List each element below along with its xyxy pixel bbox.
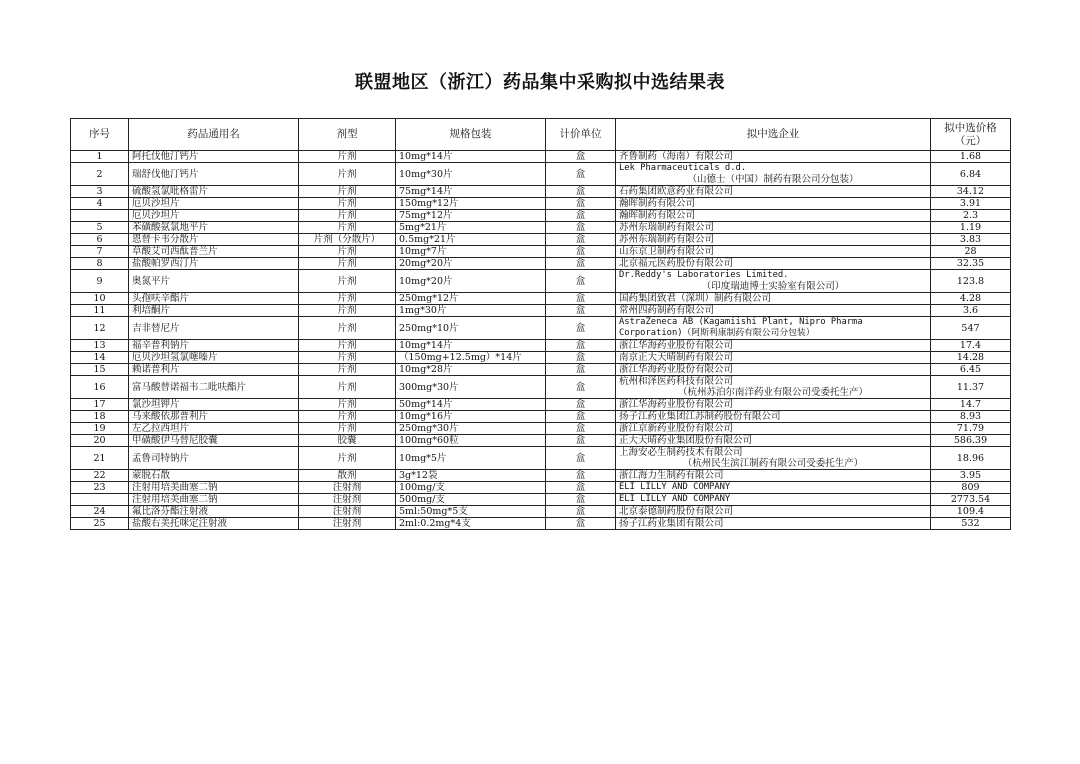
company-line: 浙江京新药业股份有限公司 (619, 423, 734, 434)
cell-no (71, 494, 129, 506)
cell-name: 厄贝沙坦氢氯噻嗪片 (129, 352, 299, 364)
table-body (71, 151, 1011, 530)
cell-no: 19 (71, 423, 129, 435)
cell-price: 28 (931, 246, 1011, 258)
company-line: （杭州苏泊尔南洋药业有限公司受委托生产） (677, 387, 868, 398)
cell-price: 34.12 (931, 186, 1011, 198)
cell-no: 15 (71, 364, 129, 376)
table-row (71, 234, 1011, 246)
cell-spec: 10mg*30片 (396, 163, 546, 186)
cell-spec: 10mg*20片 (396, 270, 546, 293)
cell-unit: 盒 (546, 447, 616, 470)
cell-name: 左乙拉西坦片 (129, 423, 299, 435)
cell-company (616, 198, 931, 210)
cell-price: 14.7 (931, 399, 1011, 411)
cell-form: 片剂 (299, 376, 396, 399)
cell-spec: 250mg*10片 (396, 317, 546, 340)
cell-name: 阿托伐他汀钙片 (129, 151, 299, 163)
cell-no: 7 (71, 246, 129, 258)
cell-name: 厄贝沙坦片 (129, 198, 299, 210)
cell-form: 片剂 (299, 246, 396, 258)
company-line: 瀚晖制药有限公司 (619, 210, 696, 221)
cell-price: 586.39 (931, 435, 1011, 447)
cell-unit: 盒 (546, 258, 616, 270)
cell-unit: 盒 (546, 222, 616, 234)
cell-price: 109.4 (931, 506, 1011, 518)
cell-form: 片剂 (299, 411, 396, 423)
cell-unit: 盒 (546, 246, 616, 258)
cell-spec: 10mg*7片 (396, 246, 546, 258)
cell-form: 散剂 (299, 470, 396, 482)
cell-company (616, 399, 931, 411)
cell-form: 片剂 (299, 163, 396, 186)
table-row (71, 151, 1011, 163)
header-form: 剂型 (299, 119, 396, 151)
header-spec: 规格包装 (396, 119, 546, 151)
cell-name: 孟鲁司特钠片 (129, 447, 299, 470)
cell-form: 注射剂 (299, 494, 396, 506)
cell-price: 71.79 (931, 423, 1011, 435)
cell-spec: 5mg*21片 (396, 222, 546, 234)
cell-form: 注射剂 (299, 506, 396, 518)
cell-name: 盐酸右美托咪定注射液 (129, 518, 299, 530)
table-row (71, 364, 1011, 376)
table-row (71, 163, 1011, 186)
cell-no: 3 (71, 186, 129, 198)
table-row (71, 340, 1011, 352)
header-unit: 计价单位 (546, 119, 616, 151)
cell-no: 14 (71, 352, 129, 364)
table-row (71, 399, 1011, 411)
table-row (71, 506, 1011, 518)
table-row (71, 518, 1011, 530)
cell-price: 2.3 (931, 210, 1011, 222)
cell-spec: 250mg*12片 (396, 293, 546, 305)
cell-price: 8.93 (931, 411, 1011, 423)
company-line: 浙江华海药业股份有限公司 (619, 399, 734, 410)
cell-spec: 2ml:0.2mg*4支 (396, 518, 546, 530)
company-line: 杭州和泽医药科技有限公司 (619, 376, 734, 387)
cell-form: 片剂 (299, 447, 396, 470)
company-line: 常州四药制药有限公司 (619, 305, 715, 316)
page-title: 联盟地区（浙江）药品集中采购拟中选结果表 (355, 72, 725, 93)
cell-unit: 盒 (546, 186, 616, 198)
table-row (71, 246, 1011, 258)
cell-no: 10 (71, 293, 129, 305)
cell-spec: 10mg*14片 (396, 151, 546, 163)
cell-unit: 盒 (546, 198, 616, 210)
cell-name: 利培酮片 (129, 305, 299, 317)
cell-unit: 盒 (546, 435, 616, 447)
cell-company (616, 423, 931, 435)
cell-unit: 盒 (546, 376, 616, 399)
company-line: 正大天晴药业集团股份有限公司 (619, 435, 753, 446)
cell-form: 片剂（分散片） (299, 234, 396, 246)
table-row (71, 482, 1011, 494)
cell-unit: 盒 (546, 518, 616, 530)
cell-price: 18.96 (931, 447, 1011, 470)
cell-no: 25 (71, 518, 129, 530)
cell-spec: 500mg/支 (396, 494, 546, 506)
cell-no: 9 (71, 270, 129, 293)
company-line: 国药集团致君（深圳）制药有限公司 (619, 293, 772, 304)
company-line: 浙江华海药业股份有限公司 (619, 340, 734, 351)
company-line: Lek Pharmaceuticals d.d. (619, 163, 747, 173)
cell-price: 14.28 (931, 352, 1011, 364)
company-line: （杭州民生滨江制药有限公司受委托生产） (682, 458, 864, 469)
cell-company (616, 317, 931, 340)
cell-form: 片剂 (299, 352, 396, 364)
table-row (71, 352, 1011, 364)
cell-spec: 20mg*20片 (396, 258, 546, 270)
table-row (71, 423, 1011, 435)
cell-no: 18 (71, 411, 129, 423)
cell-no: 24 (71, 506, 129, 518)
cell-company (616, 246, 931, 258)
cell-company (616, 482, 931, 494)
table-row (71, 376, 1011, 399)
cell-unit: 盒 (546, 210, 616, 222)
company-line: 浙江海力生制药有限公司 (619, 470, 724, 481)
cell-name: 头孢呋辛酯片 (129, 293, 299, 305)
company-line: ELI LILLY AND COMPANY (619, 494, 731, 504)
cell-name: 蒙脱石散 (129, 470, 299, 482)
cell-spec: 250mg*30片 (396, 423, 546, 435)
table-row (71, 210, 1011, 222)
table-row (71, 258, 1011, 270)
cell-name: 厄贝沙坦片 (129, 210, 299, 222)
cell-name: 瑞舒伐他汀钙片 (129, 163, 299, 186)
cell-company (616, 340, 931, 352)
cell-spec: 300mg*30片 (396, 376, 546, 399)
cell-unit: 盒 (546, 293, 616, 305)
cell-price: 809 (931, 482, 1011, 494)
cell-no: 8 (71, 258, 129, 270)
cell-unit: 盒 (546, 340, 616, 352)
cell-price: 1.19 (931, 222, 1011, 234)
company-line: 扬子江药业集团有限公司 (619, 518, 724, 529)
cell-no: 5 (71, 222, 129, 234)
cell-form: 片剂 (299, 317, 396, 340)
cell-company (616, 293, 931, 305)
cell-no: 1 (71, 151, 129, 163)
table-row (71, 411, 1011, 423)
cell-spec: 3g*12袋 (396, 470, 546, 482)
table-row (71, 494, 1011, 506)
company-line: Dr.Reddy's Laboratories Limited. (619, 270, 789, 280)
cell-no: 17 (71, 399, 129, 411)
cell-spec: 75mg*12片 (396, 210, 546, 222)
cell-company (616, 364, 931, 376)
cell-name: 注射用培美曲塞二钠 (129, 494, 299, 506)
cell-form: 胶囊 (299, 435, 396, 447)
cell-spec: 100mg/支 (396, 482, 546, 494)
cell-company (616, 411, 931, 423)
cell-price: 532 (931, 518, 1011, 530)
table-row (71, 470, 1011, 482)
cell-price: 6.45 (931, 364, 1011, 376)
cell-name: 富马酸替诺福韦二吡呋酯片 (129, 376, 299, 399)
company-line: （印度瑞迪博士实验室有限公司） (701, 281, 845, 292)
cell-name: 硫酸氢氯吡格雷片 (129, 186, 299, 198)
cell-unit: 盒 (546, 317, 616, 340)
table-row (71, 293, 1011, 305)
table-row (71, 186, 1011, 198)
cell-unit: 盒 (546, 305, 616, 317)
cell-form: 注射剂 (299, 518, 396, 530)
cell-company (616, 210, 931, 222)
cell-spec: 10mg*16片 (396, 411, 546, 423)
cell-form: 片剂 (299, 340, 396, 352)
cell-company (616, 435, 931, 447)
company-line: 瀚晖制药有限公司 (619, 198, 696, 209)
cell-no: 11 (71, 305, 129, 317)
cell-unit: 盒 (546, 151, 616, 163)
company-line: 上海安必生制药技术有限公司 (619, 447, 743, 458)
cell-price: 1.68 (931, 151, 1011, 163)
cell-unit: 盒 (546, 411, 616, 423)
table-row (71, 305, 1011, 317)
cell-price: 6.84 (931, 163, 1011, 186)
cell-name: 氯沙坦钾片 (129, 399, 299, 411)
table-row (71, 198, 1011, 210)
cell-price: 3.83 (931, 234, 1011, 246)
cell-company (616, 376, 931, 399)
cell-price: 32.35 (931, 258, 1011, 270)
cell-company (616, 186, 931, 198)
cell-form: 片剂 (299, 305, 396, 317)
cell-spec: 100mg*60粒 (396, 435, 546, 447)
company-line: 北京泰德制药股份有限公司 (619, 506, 734, 517)
cell-spec: 5ml:50mg*5支 (396, 506, 546, 518)
cell-spec: 0.5mg*21片 (396, 234, 546, 246)
cell-spec: 150mg*12片 (396, 198, 546, 210)
header-name: 药品通用名 (129, 119, 299, 151)
cell-company (616, 270, 931, 293)
cell-name: 恩替卡韦分散片 (129, 234, 299, 246)
cell-company (616, 518, 931, 530)
cell-form: 片剂 (299, 258, 396, 270)
table-row (71, 270, 1011, 293)
cell-name: 草酸艾司西酞普兰片 (129, 246, 299, 258)
cell-company (616, 470, 931, 482)
cell-no: 2 (71, 163, 129, 186)
company-line: 北京福元医药股份有限公司 (619, 258, 734, 269)
cell-form: 片剂 (299, 186, 396, 198)
cell-company (616, 305, 931, 317)
cell-company (616, 494, 931, 506)
cell-price: 11.37 (931, 376, 1011, 399)
cell-company (616, 506, 931, 518)
cell-name: 马来酸依那普利片 (129, 411, 299, 423)
cell-name: 奥氮平片 (129, 270, 299, 293)
company-line: 苏州东瑞制药有限公司 (619, 222, 715, 233)
cell-form: 片剂 (299, 293, 396, 305)
cell-company (616, 151, 931, 163)
cell-unit: 盒 (546, 494, 616, 506)
cell-name: 甲磺酸伊马替尼胶囊 (129, 435, 299, 447)
cell-company (616, 447, 931, 470)
cell-price: 2773.54 (931, 494, 1011, 506)
cell-form: 片剂 (299, 222, 396, 234)
company-line: 扬子江药业集团江苏制药股份有限公司 (619, 411, 781, 422)
cell-form: 片剂 (299, 151, 396, 163)
cell-form: 片剂 (299, 399, 396, 411)
cell-unit: 盒 (546, 423, 616, 435)
cell-unit: 盒 (546, 163, 616, 186)
table-header-row (71, 119, 1011, 151)
company-line: ELI LILLY AND COMPANY (619, 482, 731, 492)
company-line: Corporation)（阿斯利康制药有限公司分包装） (619, 328, 815, 338)
cell-unit: 盒 (546, 470, 616, 482)
results-table (70, 118, 1011, 530)
cell-no: 13 (71, 340, 129, 352)
cell-price: 547 (931, 317, 1011, 340)
cell-no: 22 (71, 470, 129, 482)
cell-unit: 盒 (546, 364, 616, 376)
company-line: 山东京卫制药有限公司 (619, 246, 715, 257)
cell-company (616, 222, 931, 234)
cell-no: 16 (71, 376, 129, 399)
cell-name: 氟比洛芬酯注射液 (129, 506, 299, 518)
cell-name: 吉非替尼片 (129, 317, 299, 340)
cell-spec: 75mg*14片 (396, 186, 546, 198)
cell-no: 21 (71, 447, 129, 470)
cell-company (616, 352, 931, 364)
cell-company (616, 234, 931, 246)
cell-price: 123.8 (931, 270, 1011, 293)
table-row (71, 317, 1011, 340)
cell-form: 片剂 (299, 210, 396, 222)
cell-price: 17.4 (931, 340, 1011, 352)
cell-name: 苯磺酸氨氯地平片 (129, 222, 299, 234)
company-line: 齐鲁制药（海南）有限公司 (619, 151, 734, 162)
cell-spec: 10mg*14片 (396, 340, 546, 352)
cell-no: 12 (71, 317, 129, 340)
company-line: （山德士（中国）制药有限公司分包装） (687, 174, 859, 185)
cell-company (616, 258, 931, 270)
cell-unit: 盒 (546, 352, 616, 364)
cell-unit: 盒 (546, 506, 616, 518)
cell-price: 3.95 (931, 470, 1011, 482)
cell-price: 3.6 (931, 305, 1011, 317)
cell-spec: 50mg*14片 (396, 399, 546, 411)
table-row (71, 222, 1011, 234)
table-row (71, 447, 1011, 470)
cell-no: 23 (71, 482, 129, 494)
cell-name: 赖诺普利片 (129, 364, 299, 376)
cell-no (71, 210, 129, 222)
cell-spec: 1mg*30片 (396, 305, 546, 317)
cell-price: 3.91 (931, 198, 1011, 210)
cell-no: 4 (71, 198, 129, 210)
cell-no: 20 (71, 435, 129, 447)
cell-price: 4.28 (931, 293, 1011, 305)
cell-spec: 10mg*5片 (396, 447, 546, 470)
company-line: 苏州东瑞制药有限公司 (619, 234, 715, 245)
cell-unit: 盒 (546, 270, 616, 293)
cell-name: 注射用培美曲塞二钠 (129, 482, 299, 494)
cell-unit: 盒 (546, 482, 616, 494)
cell-form: 片剂 (299, 364, 396, 376)
company-line: 浙江华海药业股份有限公司 (619, 364, 734, 375)
header-price: 拟中选价格 （元） (931, 119, 1011, 151)
cell-spec: （150mg+12.5mg）*14片 (396, 352, 546, 364)
cell-no: 6 (71, 234, 129, 246)
cell-company (616, 163, 931, 186)
header-company: 拟中选企业 (616, 119, 931, 151)
cell-spec: 10mg*28片 (396, 364, 546, 376)
table-row (71, 435, 1011, 447)
cell-unit: 盒 (546, 399, 616, 411)
cell-form: 注射剂 (299, 482, 396, 494)
cell-form: 片剂 (299, 270, 396, 293)
company-line: AstraZeneca AB (Kagamiishi Plant, Nipro Pharma (619, 317, 863, 327)
cell-form: 片剂 (299, 198, 396, 210)
cell-name: 盐酸帕罗西汀片 (129, 258, 299, 270)
cell-form: 片剂 (299, 423, 396, 435)
cell-name: 福辛普利钠片 (129, 340, 299, 352)
header-no: 序号 (71, 119, 129, 151)
company-line: 石药集团欧意药业有限公司 (619, 186, 734, 197)
cell-unit: 盒 (546, 234, 616, 246)
company-line: 南京正大天晴制药有限公司 (619, 352, 734, 363)
